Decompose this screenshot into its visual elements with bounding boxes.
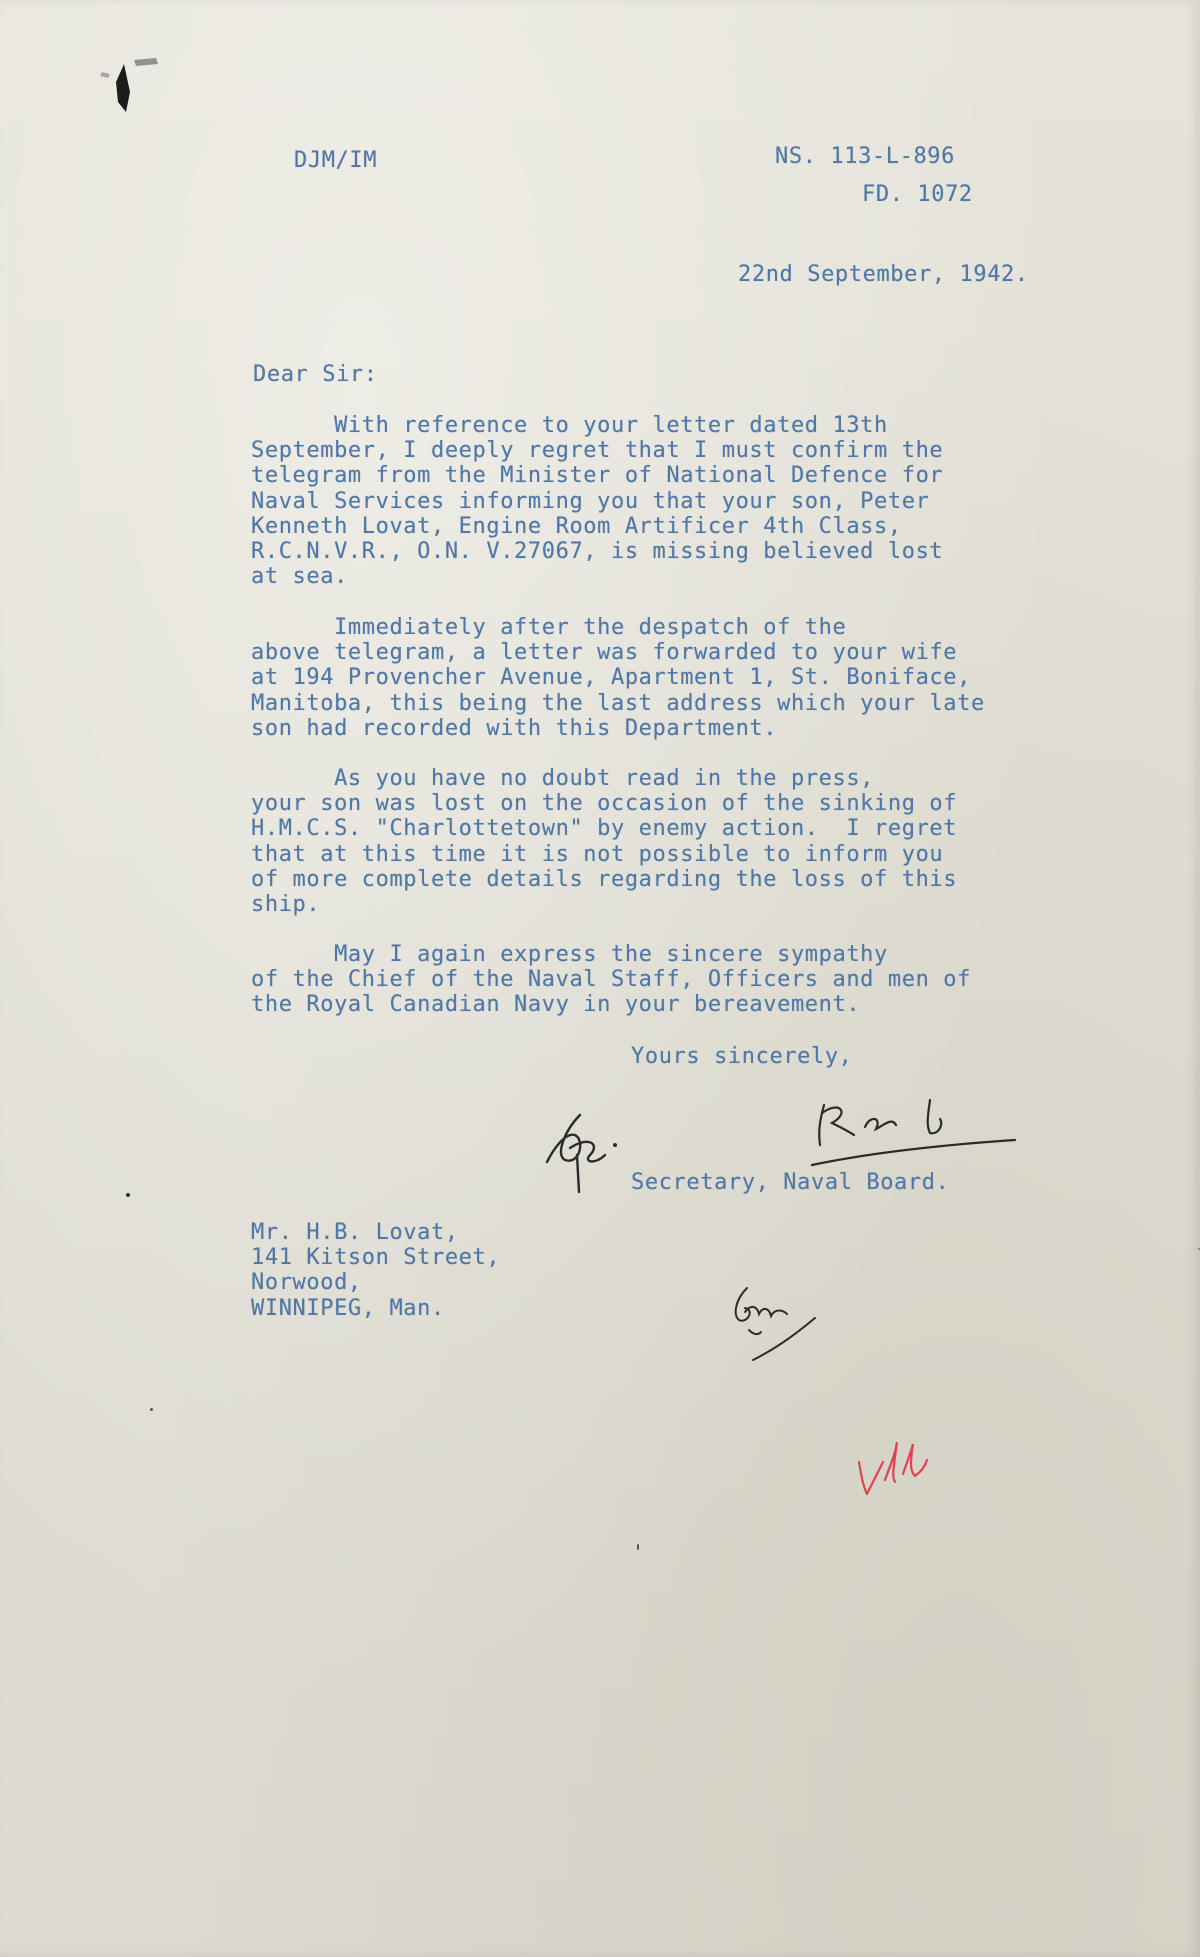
salutation: Dear Sir: <box>253 362 378 387</box>
recipient-address <box>251 1220 500 1321</box>
recipient-line: Mr. H.B. Lovat, <box>251 1220 459 1245</box>
paragraph-line: Naval Services informing you that your son, Peter <box>251 488 930 514</box>
letter-date: 22nd September, 1942. <box>738 262 1029 287</box>
paragraph-line: Manitoba, this being the last address which your late <box>251 690 985 716</box>
paper-speck <box>637 1544 639 1550</box>
file-number-fd: FD. 1072 <box>862 182 973 207</box>
paragraph-line: Immediately after the despatch of the <box>251 615 847 640</box>
paragraph-line: son had recorded with this Department. <box>251 715 778 741</box>
paragraph-line: that at this time it is not possible to inform you <box>251 841 944 867</box>
paper-speck <box>126 1193 130 1197</box>
recipient-line: Norwood, <box>251 1270 362 1296</box>
paragraph-line: Kenneth Lovat, Engine Room Artificer 4th Class, <box>251 513 902 539</box>
handwritten-initials-left <box>545 1100 645 1200</box>
red-ink-initials <box>855 1430 935 1510</box>
paragraph-line: at sea. <box>251 564 348 590</box>
paragraph-line: September, I deeply regret that I must confirm the <box>251 438 944 464</box>
paper-speck <box>150 1408 153 1411</box>
paragraph-2 <box>251 615 985 741</box>
paragraph-1 <box>251 413 943 589</box>
paragraph-line: the Royal Canadian Navy in your bereavement. <box>251 992 861 1018</box>
paragraph-line: your son was lost on the occasion of the sinking of <box>251 791 958 817</box>
torn-corner-mark <box>96 52 166 132</box>
file-number-ns: NS. 113-L-896 <box>775 144 955 169</box>
paragraph-line: As you have no doubt read in the press, <box>251 766 875 791</box>
recipient-line: 141 Kitson Street, <box>251 1245 501 1271</box>
paragraph-line: H.M.C.S. "Charlottetown" by enemy action. I regret <box>251 816 958 842</box>
paragraph-line: of more complete details regarding the loss of this <box>251 866 958 892</box>
reference-initials: DJM/IM <box>294 148 378 173</box>
signatory-title: Secretary, Naval Board. <box>631 1170 950 1195</box>
closing: Yours sincerely, <box>631 1044 853 1069</box>
recipient-line: WINNIPEG, Man. <box>251 1295 445 1321</box>
paragraph-line: of the Chief of the Naval Staff, Officers and men of <box>251 967 971 993</box>
paragraph-line: telegram from the Minister of National Defence for <box>251 463 944 489</box>
paragraph-line: R.C.N.V.R., O.N. V.27067, is missing believed lost <box>251 539 944 565</box>
paragraph-line: at 194 Provencher Avenue, Apartment 1, St. Boniface, <box>251 665 971 691</box>
paragraph-line: With reference to your letter dated 13th <box>251 413 888 438</box>
pencil-initials <box>725 1280 835 1370</box>
paragraph-line: above telegram, a letter was forwarded to your wife <box>251 640 958 666</box>
paragraph-line: ship. <box>251 892 321 918</box>
paragraph-3 <box>251 766 957 917</box>
handwritten-signature-right <box>810 1095 1020 1175</box>
paragraph-line: May I again express the sincere sympathy <box>251 942 888 967</box>
paragraph-4 <box>251 942 971 1018</box>
